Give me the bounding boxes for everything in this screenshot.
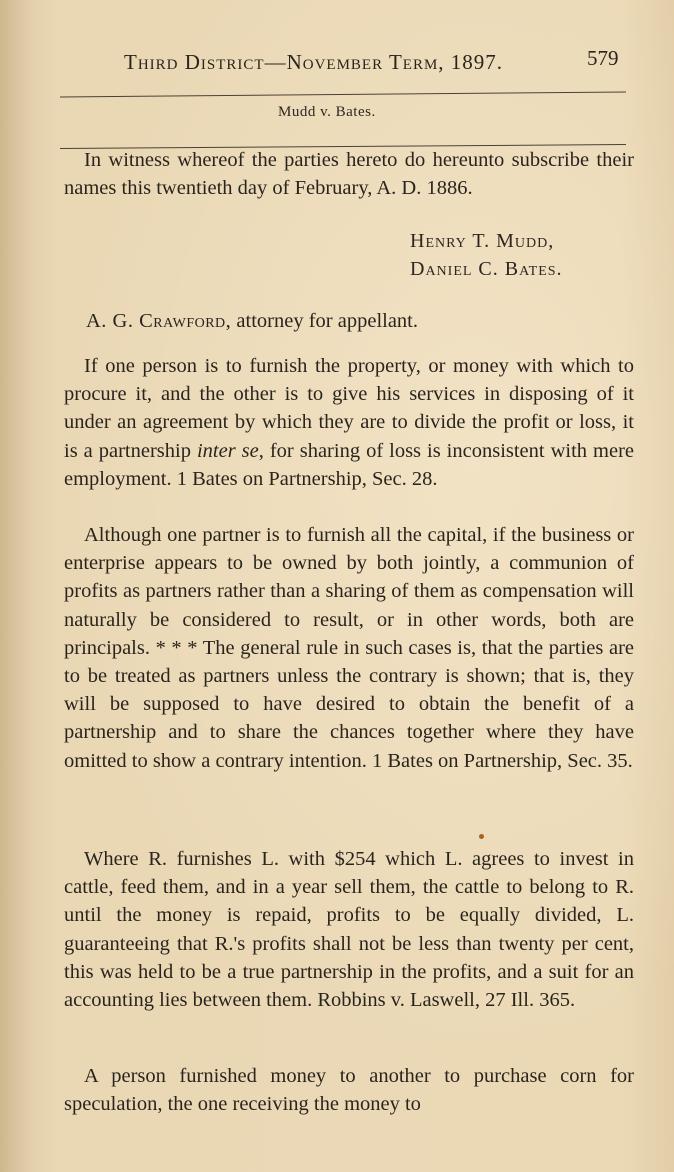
signature-daniel-bates: Daniel C. Bates.: [410, 258, 563, 280]
para1-text-after: , for sharing of loss is inconsistent with mere employment. 1 Bates on Partnership, Sec. 28.: [64, 439, 634, 490]
para1-text-before: If one person is to furnish the property, or money with which to procure it, and the other is to give his services in disposing of it under an agreement by which they are to divide the profit or loss, it is a partnership: [64, 355, 634, 462]
header-rule: [60, 92, 626, 98]
running-head: Third District—November Term, 1897.: [124, 50, 504, 74]
para1-italic-term: inter se: [196, 439, 259, 462]
paragraph-robbins-v-laswell: Where R. furnishes L. with $254 which L. agrees to invest in cattle, feed them, and in a year sell them, the cattle to belong to R. until the money is repaid, profits to be equally divided, L. guaranteeing that R.'s profits shall not be less than twenty per cent, this was held to be a true partnership in the profits, and a suit for an accounting lies between them. Robbins v. Laswell, 27 Ill. 365.: [64, 848, 634, 1012]
paragraph-corn-speculation: A person furnished money to another to purchase corn for speculation, the one receiving the money to: [64, 1065, 634, 1116]
attorney-line: [86, 310, 418, 333]
attorney-name: A. G. Crawford,: [86, 310, 232, 332]
attorney-role: attorney for appellant.: [236, 310, 418, 332]
case-name: Mudd v. Bates.: [278, 104, 376, 120]
witness-paragraph: In witness whereof the parties hereto do hereunto subscribe their names this twentieth day of February, A. D. 1886.: [64, 149, 634, 200]
signature-henry-mudd: Henry T. Mudd,: [410, 230, 555, 252]
ink-spot: [479, 834, 484, 839]
paragraph-partnership-inter-se: [64, 352, 634, 493]
paragraph-communion-of-profits: Although one partner is to furnish all the capital, if the business or enterprise appears to be owned by both jointly, a communion of profits as partners rather than a sharing of them as compensation will naturally be considered to result, or in other words, both are principals. * * * The general rule in such cases is, that the parties are to be treated as partners unless the contrary is shown; that is, they will be supposed to have desired to obtain the benefit of a partnership and to share the chances together where they have omitted to show a contrary intention. 1 Bates on Partnership, Sec. 35.: [64, 524, 634, 772]
page-number: 579: [587, 46, 619, 70]
